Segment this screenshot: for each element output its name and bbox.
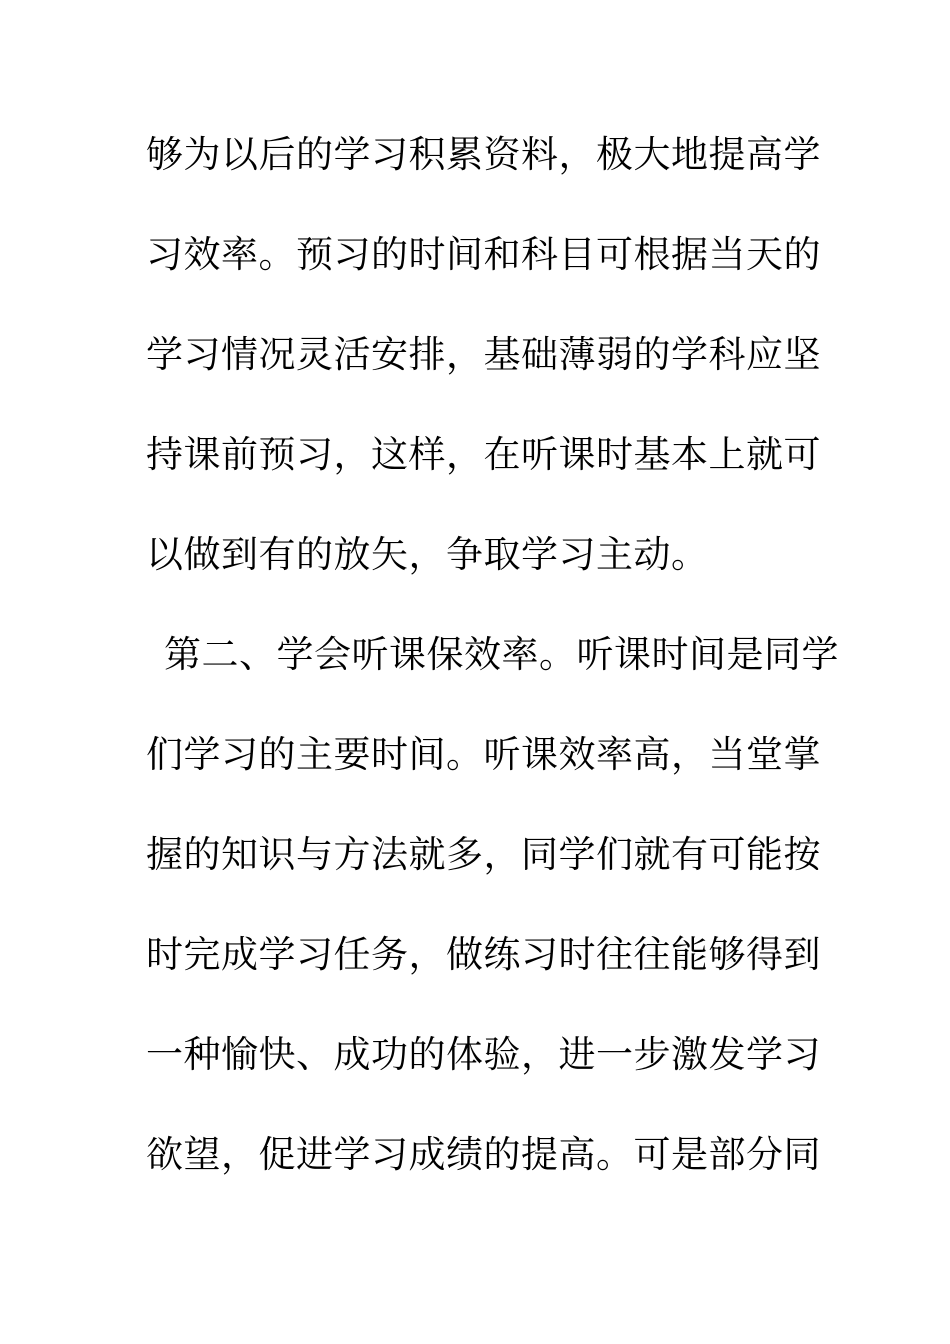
body-text [146, 126, 839, 1226]
text-line: 一种愉快、成功的体验，进一步激发学习 [146, 1033, 821, 1076]
text-line: 习效率。预习的时间和科目可根据当天的 [146, 233, 821, 276]
text-line: 够为以后的学习积累资料，极大地提高学 [146, 133, 821, 176]
text-line: 时完成学习任务，做练习时往往能够得到 [146, 933, 821, 976]
text-line: 学习情况灵活安排，基础薄弱的学科应坚 [146, 333, 821, 376]
text-line: 们学习的主要时间。听课效率高，当堂掌 [146, 733, 821, 776]
text-line: 握的知识与方法就多，同学们就有可能按 [146, 833, 821, 876]
text-line: 持课前预习，这样，在听课时基本上就可 [146, 433, 821, 476]
text-line: 以做到有的放矢，争取学习主动。 [146, 533, 709, 576]
paragraph-start-line: 第二、学会听课保效率。听课时间是同学 [164, 633, 839, 676]
text-line: 欲望，促进学习成绩的提高。可是部分同 [146, 1133, 821, 1176]
